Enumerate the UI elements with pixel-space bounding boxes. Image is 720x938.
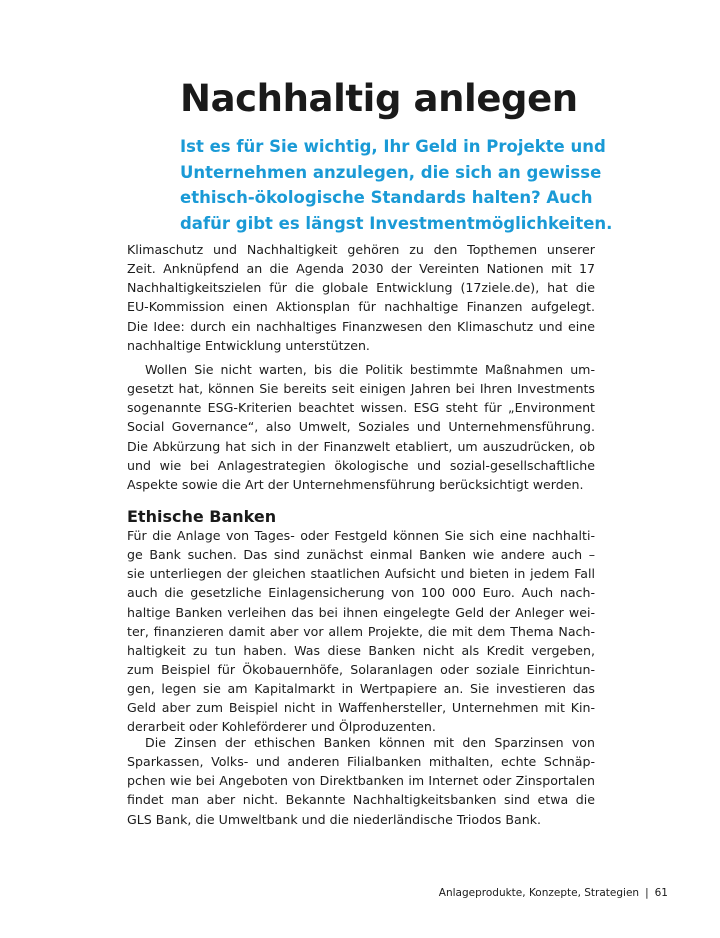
text-line: Zeit. Anknüpfend an die Agenda 2030 der Vereinten Nationen mit 17	[127, 261, 595, 277]
text-line: ge Bank suchen. Das sind zunächst einmal Banken wie andere auch –	[127, 547, 595, 563]
lead-line: ethisch-ökologische Standards halten? Auch	[180, 188, 593, 207]
body-paragraph-3	[127, 526, 595, 737]
text-line: Aspekte sowie die Art der Unternehmensführung berücksichtigt werden.	[127, 476, 584, 492]
text-line: derarbeit oder Kohleförderer und Ölproduzenten.	[127, 719, 436, 735]
text-line: auch die gesetzliche Einlagensicherung von 100 000 Euro. Auch nach-	[127, 585, 595, 601]
text-line: ter, finanzieren damit aber vor allem Projekte, die mit dem Thema Nach-	[127, 623, 595, 639]
text-line: Klimaschutz und Nachhaltigkeit gehören zu den Topthemen unserer	[127, 242, 595, 257]
lead-paragraph	[180, 134, 650, 236]
footer-separator: |	[645, 887, 649, 899]
lead-line: Unternehmen anzulegen, die sich an gewisse	[180, 162, 602, 182]
text-line: findet man aber nicht. Bekannte Nachhaltigkeitsbanken sind etwa die	[127, 792, 595, 808]
text-line: Die Idee: durch ein nachhaltiges Finanzwesen den Klimaschutz und eine	[127, 318, 595, 334]
text-line: EU-Kommission einen Aktionsplan für nachhaltige Finanzen aufgelegt.	[127, 299, 595, 315]
text-line: sie unterliegen der gleichen staatlichen Aufsicht und bieten in jedem Fall	[127, 566, 595, 582]
text-line: pchen wie bei Angeboten von Direktbanken im Internet oder Zinsportalen	[127, 773, 595, 789]
page-footer	[439, 886, 668, 900]
text-line: gesetzt hat, können Sie bereits seit einigen Jahren bei Ihren Investments	[127, 381, 595, 397]
page-title: Nachhaltig anlegen	[180, 77, 578, 120]
text-line: sogenannte ESG-Kriterien beachtet wissen. ESG steht für „Environment	[127, 400, 595, 416]
body-paragraph-2	[127, 360, 595, 494]
text-line: zum Beispiel für Ökobauernhöfe, Solaranlagen oder soziale Einrichtun-	[127, 661, 595, 677]
page-number: 61	[654, 887, 668, 899]
text-line: Nachhaltigkeitszielen für die globale Entwicklung (17ziele.de), hat die	[127, 280, 595, 296]
text-line: GLS Bank, die Umweltbank und die niederländische Triodos Bank.	[127, 811, 542, 827]
text-line: und wie bei Anlagestrategien ökologische und sozial-gesellschaftliche	[127, 457, 595, 473]
running-head: Anlageprodukte, Konzepte, Strategien	[438, 887, 640, 899]
body-paragraph-1	[127, 240, 595, 355]
text-line: Für die Anlage von Tages- oder Festgeld können Sie sich eine nachhalti-	[127, 528, 595, 543]
text-line: Die Zinsen der ethischen Banken können mit den Sparzinsen von	[145, 735, 595, 750]
text-line: Die Abkürzung hat sich in der Finanzwelt etabliert, um auszudrücken, ob	[127, 438, 595, 454]
text-line: Wollen Sie nicht warten, bis die Politik bestimmte Maßnahmen um-	[145, 362, 595, 377]
text-line: haltige Banken verleihen das bei ihnen eingelegte Geld der Anleger wei-	[127, 604, 595, 620]
text-line: haltigkeit zu tun haben. Was diese Banken nicht als Kredit vergeben,	[127, 642, 595, 658]
lead-line: Ist es für Sie wichtig, Ihr Geld in Projekte und	[180, 137, 606, 156]
text-line: Sparkassen, Volks- und anderen Filialbanken mithalten, echte Schnäp-	[127, 754, 595, 770]
text-line: gen, legen sie am Kapitalmarkt in Wertpapiere an. Sie investieren das	[127, 681, 595, 697]
text-line: nachhaltige Entwicklung unterstützen.	[127, 337, 370, 353]
text-line: Geld aber zum Beispiel nicht in Waffenhersteller, Unternehmen mit Kin-	[127, 700, 595, 716]
lead-line: dafür gibt es längst Investmentmöglichkeiten.	[180, 213, 613, 233]
body-paragraph-4	[127, 733, 595, 829]
text-line: Social Governance“, also Umwelt, Soziales und Unternehmensführung.	[127, 419, 595, 435]
section-heading: Ethische Banken	[127, 507, 277, 526]
